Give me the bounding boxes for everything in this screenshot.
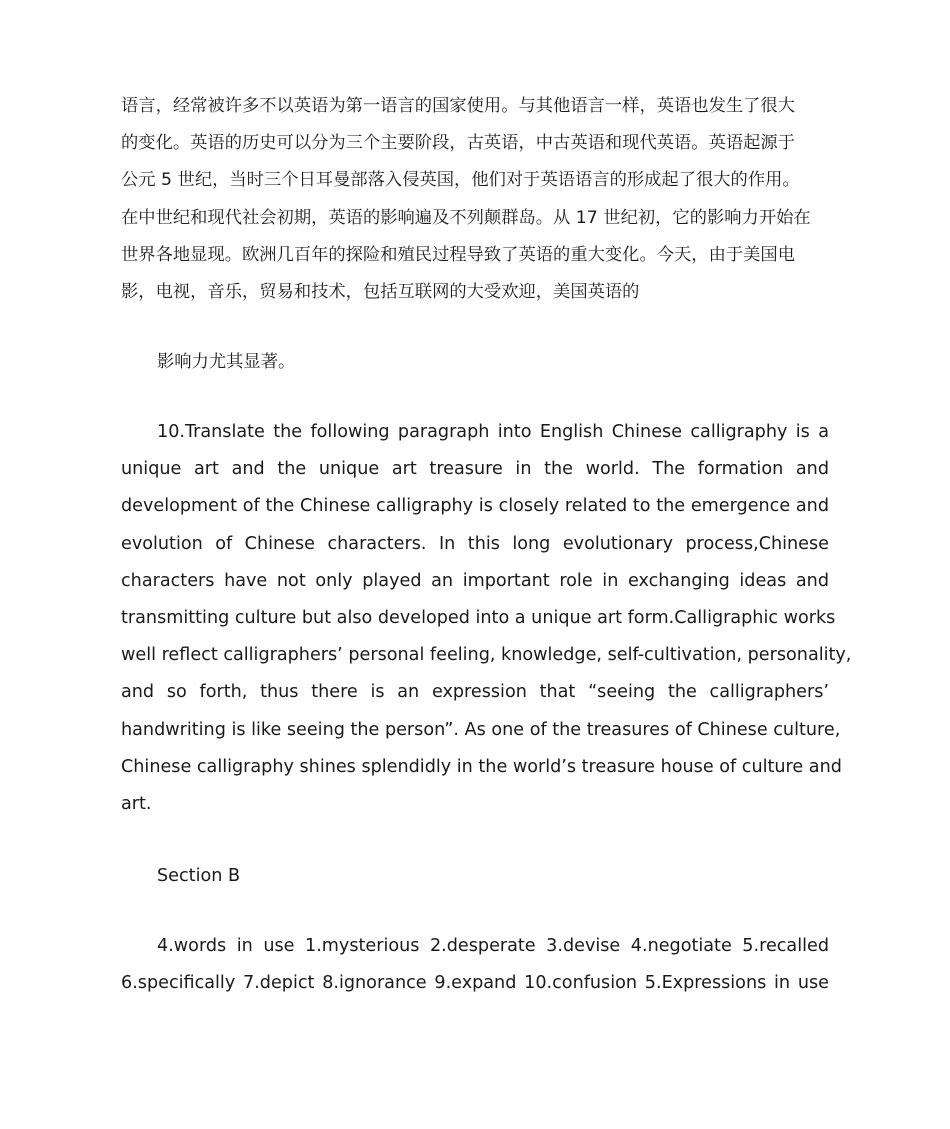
section-heading: Section B — [157, 866, 241, 886]
answer-line: 4.words in use 1.mysterious 2.desperate 3.devise 4.negotiate 5.recalled — [157, 936, 829, 956]
translation-line: handwriting is like seeing the person”. As one of the treasures of Chinese culture, — [121, 719, 841, 740]
chinese-paragraph — [121, 88, 829, 311]
translation-line: Chinese calligraphy shines splendidly in the world’s treasure house of culture and — [121, 756, 842, 777]
translation-line: development of the Chinese calligraphy is closely related to the emergence and — [121, 496, 829, 517]
translation-line: well reflect calligraphers’ personal feeling, knowledge, self-cultivation, personality, — [121, 645, 852, 666]
translation-line: characters have not only played an important role in exchanging ideas and — [121, 570, 829, 591]
chinese-line: 语言，经常被许多不以英语为第一语言的国家使用。与其他语言一样，英语也发生了很大 — [121, 96, 795, 116]
translation-line: evolution of Chinese characters. In this long evolutionary process,Chinese — [121, 533, 829, 554]
words-in-use-paragraph — [121, 928, 829, 1002]
chinese-line: 在中世纪和现代社会初期，英语的影响遍及不列颠群岛。从 17 世纪初，它的影响力开始在 — [121, 207, 811, 228]
translation-line: transmitting culture but also developed into a unique art form.Calligraphic works — [121, 608, 836, 629]
translation-line: and so forth, thus there is an expression that “seeing the calligraphers’ — [121, 682, 829, 703]
chinese-paragraph-continuation: 影响力尤其显著。 — [157, 352, 296, 372]
chinese-line: 的变化。英语的历史可以分为三个主要阶段，古英语，中古英语和现代英语。英语起源于 — [121, 133, 795, 154]
translation-line: unique art and the unique art treasure in the world. The formation and — [121, 459, 829, 480]
chinese-line: 公元 5 世纪，当时三个日耳曼部落入侵英国，他们对于英语语言的形成起了很大的作用。 — [121, 170, 800, 191]
chinese-line: 影，电视，音乐，贸易和技术，包括互联网的大受欢迎，美国英语的 — [121, 282, 640, 303]
translation-exercise-paragraph — [121, 414, 852, 823]
translation-line: art. — [121, 794, 152, 815]
chinese-line: 世界各地显现。欧洲几百年的探险和殖民过程导致了英语的重大变化。今天，由于美国电 — [121, 244, 795, 265]
answer-line: 6.specifically 7.depict 8.ignorance 9.expand 10.confusion 5.Expressions in use — [121, 973, 829, 994]
translation-line: 10.Translate the following paragraph into English Chinese calligraphy is a — [157, 422, 829, 442]
